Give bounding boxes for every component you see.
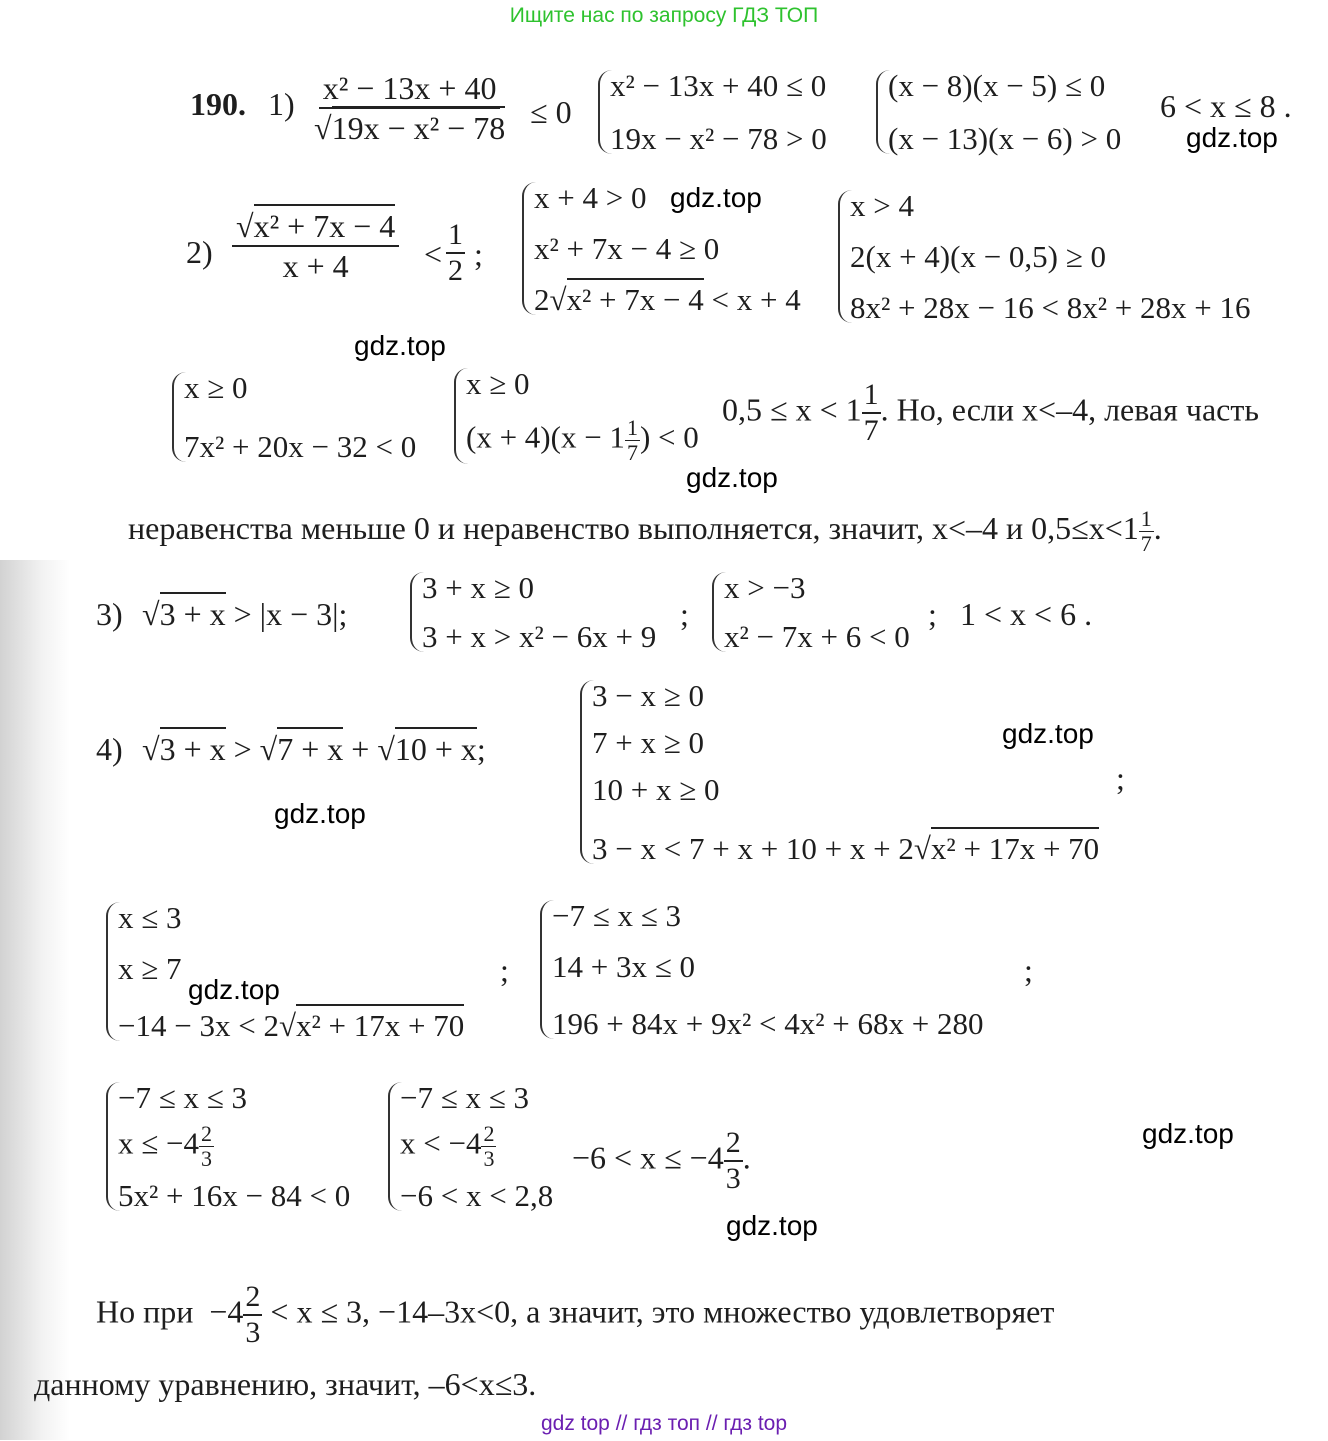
p4-sc-line2: 14 + 3x ≤ 0: [552, 949, 695, 984]
watermark: gdz.top: [670, 182, 762, 213]
p4-sb-line3: −14 − 3x < 2√ x² + 17x + 70: [118, 1010, 464, 1041]
p4-se-line3: −6 < x < 2,8: [400, 1178, 554, 1213]
p2-sa-line3: 2√ x² + 7x − 4 < x + 4: [534, 284, 801, 315]
p1-numerator: x² − 13x + 40: [319, 72, 501, 109]
p3-expression: √ 3 + x > |x − 3|;: [142, 598, 347, 630]
p1-answer: 6 < x ≤ 8 .: [1160, 88, 1292, 124]
watermark: gdz.top: [274, 798, 366, 829]
watermark: gdz.top: [726, 1210, 818, 1241]
p3-sb-line2: x² − 7x + 6 < 0: [724, 619, 910, 654]
p4-sa-line2: 7 + x ≥ 0: [592, 725, 704, 760]
watermark: gdz.top: [1002, 718, 1094, 749]
p1-relation: ≤ 0: [530, 94, 572, 130]
p4-system-b: [106, 902, 464, 1041]
p1-label: 1): [268, 86, 295, 122]
p4-sd-line3: 5x² + 16x − 84 < 0: [118, 1178, 351, 1213]
p2-rel: <: [424, 236, 443, 272]
p2-sa-line2: x² + 7x − 4 ≥ 0: [534, 231, 720, 266]
final-line2: данному уравнению, значит, –6<x≤3.: [34, 1366, 537, 1402]
p3-answer: 1 < x < 6 .: [960, 596, 1093, 632]
p1-sb-line1: (x − 8)(x − 5) ≤ 0: [888, 68, 1106, 103]
p4-system-c: [540, 900, 984, 1039]
p1-sb-line2: (x − 13)(x − 6) > 0: [888, 121, 1122, 156]
p3-system-a: [410, 572, 656, 652]
p2-sa-line1: x + 4 > 0: [534, 180, 647, 215]
watermark: gdz.top: [1186, 122, 1278, 153]
p4-se-line2: x < −4 $\frac{2}{3}$: [400, 1121, 495, 1171]
p3-sb-line1: x > −3: [724, 570, 806, 605]
p4-sc-line3: 196 + 84x + 9x² < 4x² + 68x + 280: [552, 1006, 984, 1041]
p2-system-d: [454, 368, 699, 464]
p4-system-a: [580, 680, 1099, 864]
p3-sa-line2: 3 + x > x² − 6x + 9: [422, 619, 657, 654]
p2-system-b: [838, 190, 1251, 323]
p1-system-b: [876, 70, 1121, 154]
watermark: gdz.top: [354, 330, 446, 361]
p4-semicolon2: ;: [500, 952, 509, 988]
p4-sd-line2: x ≤ −4 $\frac{2}{3}$: [118, 1121, 212, 1171]
p4-sa-line4: 3 − x < 7 + x + 10 + x + 2√ x² + 17x + 70: [592, 833, 1099, 864]
p1-fraction: [310, 72, 509, 144]
p4-sc-line1: −7 ≤ x ≤ 3: [552, 898, 682, 933]
p2-half-den: 2: [448, 254, 463, 287]
p4-se-line1: −7 ≤ x ≤ 3: [400, 1080, 530, 1115]
p1-denominator: 19x − x² − 78: [332, 106, 506, 146]
p1-sa-line1: x² − 13x + 40 ≤ 0: [610, 68, 827, 103]
p2-fraction: [232, 210, 399, 282]
header-banner: Ищите нас по запросу ГДЗ ТОП: [509, 4, 819, 27]
p4-system-e: [388, 1082, 553, 1211]
p4-sb-line2: x ≥ 7: [118, 951, 182, 986]
p2-label: 2): [186, 234, 213, 270]
p2-answer: 0,5 ≤ x < 1 $\frac{1}{7}$ . Но, если x<–4, левая часть: [722, 378, 1259, 447]
p3-semicolon1: ;: [680, 596, 689, 632]
watermark: gdz.top: [188, 974, 280, 1005]
p2-explanation: неравенства меньше 0 и неравенство выполняется, значит, x<–4 и 0,5≤x<1 $\frac{1}{7}$ .: [128, 506, 1162, 556]
p4-answer: −6 < x ≤ −4 $\frac{2}{3}$ .: [572, 1126, 751, 1195]
p4-system-d: [106, 1082, 350, 1211]
p2-half: [446, 220, 465, 286]
p2-semicolon: ;: [474, 236, 483, 272]
p2-sc-line2: 7x² + 20x − 32 < 0: [184, 429, 417, 464]
p4-sa-line1: 3 − x ≥ 0: [592, 678, 704, 713]
p1-sa-line2: 19x − x² − 78 > 0: [610, 121, 827, 156]
p4-sd-line1: −7 ≤ x ≤ 3: [118, 1080, 248, 1115]
p3-system-b: [712, 572, 910, 652]
p3-sa-line1: 3 + x ≥ 0: [422, 570, 534, 605]
p2-sb-line2: 2(x + 4)(x − 0,5) ≥ 0: [850, 239, 1107, 274]
footer-banner: gdz top // гдз топ // гдз top: [540, 1412, 788, 1435]
p2-denominator: x + 4: [282, 248, 349, 284]
p1-system-a: [598, 70, 827, 154]
p2-numerator: x² + 7x − 4: [254, 204, 396, 244]
p2-system-c: [172, 372, 416, 462]
p4-semicolon1: ;: [1116, 760, 1125, 796]
watermark: gdz.top: [1142, 1118, 1234, 1149]
p2-half-num: 1: [446, 220, 465, 254]
scan-shadow: [0, 560, 70, 1440]
p4-label: 4): [96, 731, 123, 767]
final-line1: Но при −4 $\frac{2}{3}$ < x ≤ 3, −14–3x<0, а значит, это множество удовлетворяет: [96, 1280, 1055, 1349]
p2-sc-line1: x ≥ 0: [184, 370, 248, 405]
p2-sd-line1: x ≥ 0: [466, 366, 530, 401]
p4-expression: √ 3 + x > √ 7 + x + √ 10 + x;: [142, 733, 486, 765]
problem-number: 190.: [190, 86, 246, 122]
p3-semicolon2: ;: [928, 596, 937, 632]
p3-label: 3): [96, 596, 123, 632]
p2-sb-line3: 8x² + 28x − 16 < 8x² + 28x + 16: [850, 290, 1251, 325]
p4-semicolon3: ;: [1024, 952, 1033, 988]
p4-sb-line1: x ≤ 3: [118, 900, 182, 935]
watermark: gdz.top: [686, 462, 778, 493]
p2-sd-line2: (x + 4)(x − 1 $\frac{1}{7}$ ) < 0: [466, 415, 699, 465]
p4-sa-line3: 10 + x ≥ 0: [592, 772, 720, 807]
p2-sb-line1: x > 4: [850, 188, 914, 223]
